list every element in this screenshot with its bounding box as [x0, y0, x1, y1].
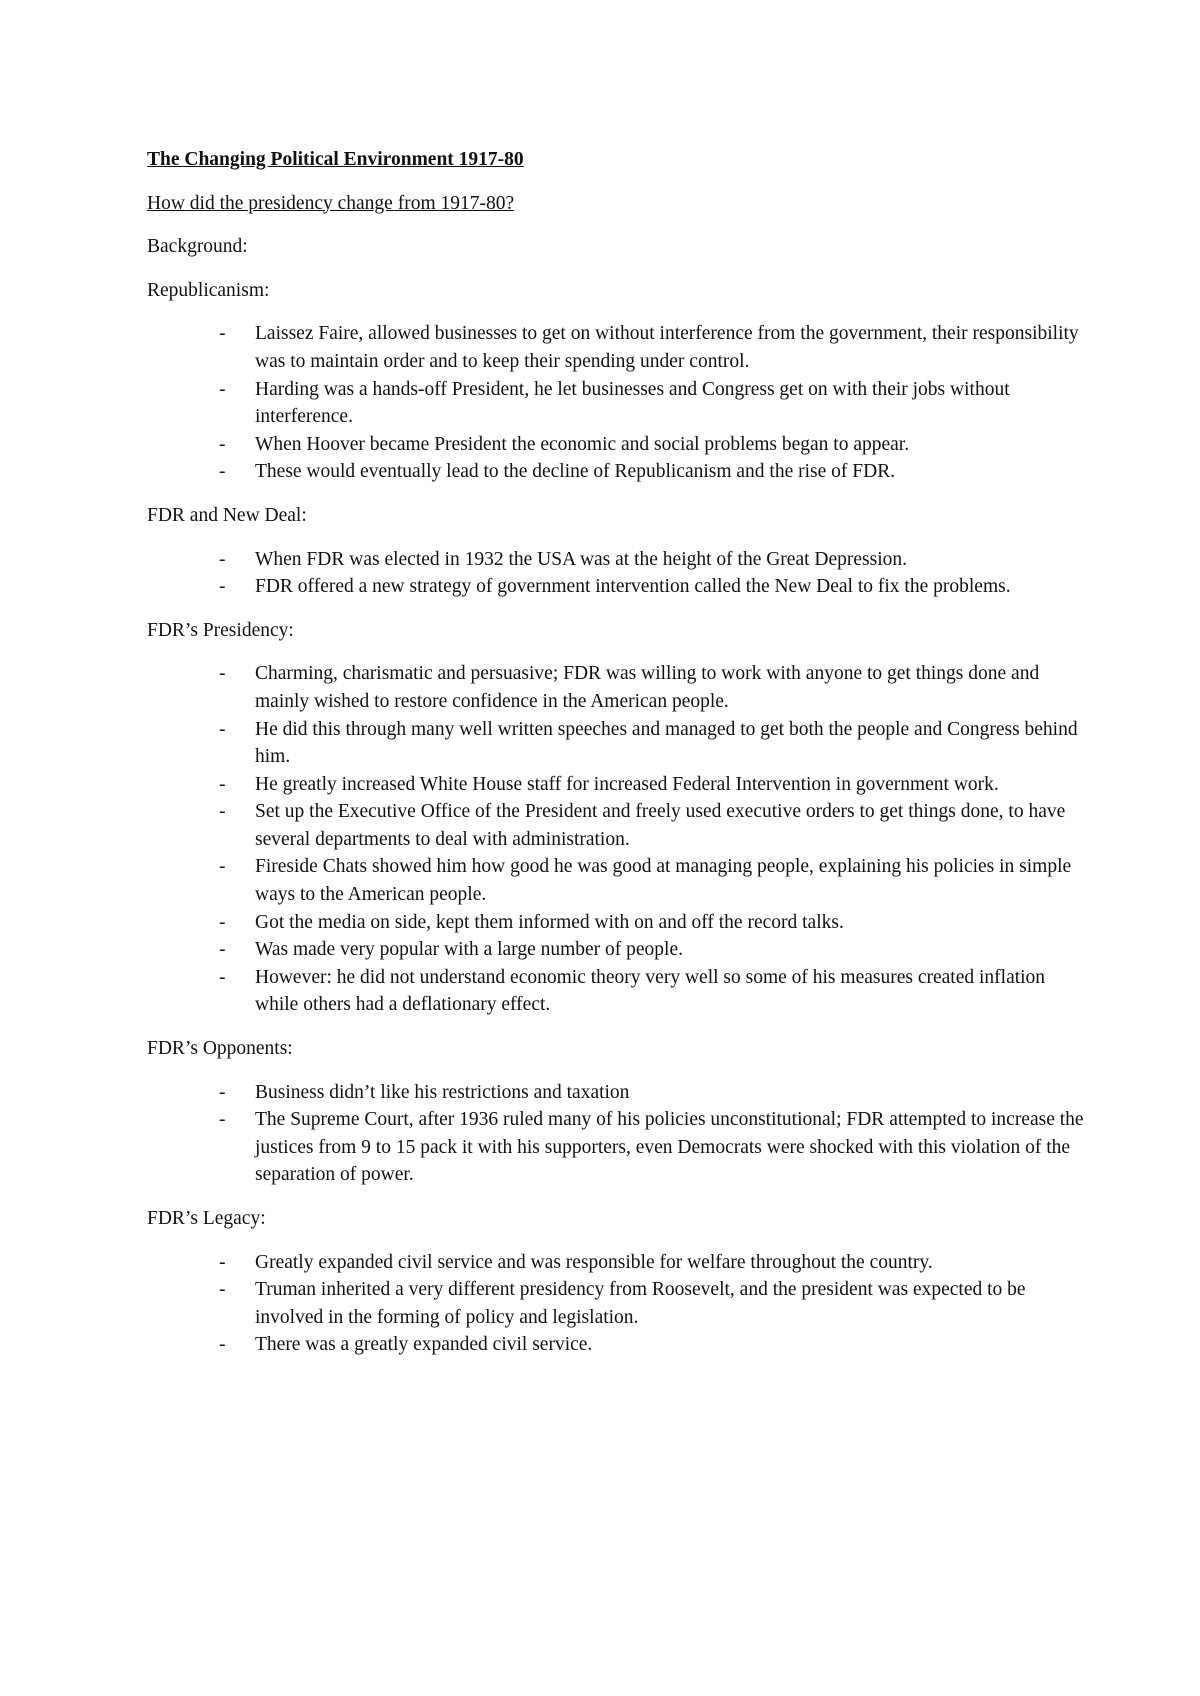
bullet-text: When Hoover became President the economic and social problems began to appear. [255, 433, 910, 455]
bullet-text: Business didn’t like his restrictions and taxation [255, 1081, 630, 1103]
bullet-item [147, 458, 1087, 486]
bullet-item [147, 573, 1087, 601]
bullet-item [147, 1331, 1087, 1359]
bullet-text: Got the media on side, kept them informed with on and off the record talks. [255, 911, 844, 933]
bullet-dash: - [219, 576, 226, 598]
bullet-dash: - [219, 939, 226, 961]
bullet-dash: - [219, 663, 226, 685]
bullet-item [147, 1079, 1087, 1107]
bullet-item [147, 431, 1087, 459]
section-heading: FDR’s Presidency: [147, 619, 294, 641]
bullet-text: Set up the Executive Office of the President and freely used executive orders to get things done, to have several departments to deal with administration. [255, 801, 1066, 850]
bullet-text: Truman inherited a very different presidency from Roosevelt, and the president was expected to be involved in the forming of policy and legislation. [255, 1279, 1026, 1328]
bullet-text: When FDR was elected in 1932 the USA was at the height of the Great Depression. [255, 548, 908, 570]
bullet-text: The Supreme Court, after 1936 ruled many of his policies unconstitutional; FDR attempted to increase the justices from 9 to 15 pack it with his supporters, even Democrats were shocked with this violation of the separation of power. [255, 1109, 1084, 1186]
bullet-text: He did this through many well written speeches and managed to get both the people and Congress behind him. [255, 718, 1078, 768]
bullet-item [147, 546, 1087, 574]
bullet-item [147, 660, 1087, 715]
bullet-item [147, 1249, 1087, 1277]
bullet-item [147, 1276, 1087, 1331]
section-heading: FDR and New Deal: [147, 504, 307, 526]
bullet-dash: - [219, 773, 226, 795]
bullet-text: Was made very popular with a large number of people. [255, 939, 684, 961]
section-heading: Republicanism: [147, 279, 270, 301]
bullet-text: There was a greatly expanded civil service. [255, 1334, 593, 1356]
document-title: The Changing Political Environment 1917-80 [147, 149, 524, 170]
bullet-dash: - [219, 718, 226, 740]
bullet-item [147, 798, 1087, 853]
document-page [147, 146, 1087, 1375]
background-heading: Background: [147, 236, 248, 258]
bullet-dash: - [219, 1279, 226, 1301]
bullet-list [147, 1249, 1087, 1359]
bullet-dash: - [219, 1109, 226, 1131]
bullet-item [147, 936, 1087, 964]
bullet-dash: - [219, 323, 226, 345]
bullet-text: He greatly increased White House staff for increased Federal Intervention in government work. [255, 773, 999, 795]
bullet-list [147, 1079, 1087, 1189]
section-heading: FDR’s Opponents: [147, 1038, 293, 1060]
section-heading: FDR’s Legacy: [147, 1208, 266, 1229]
sections-container [147, 277, 1087, 1359]
bullet-text: Charming, charismatic and persuasive; FDR was willing to work with anyone to get things done and mainly wished to restore confidence in the American people. [255, 663, 1040, 712]
bullet-list [147, 660, 1087, 1019]
bullet-list [147, 546, 1087, 601]
bullet-item [147, 376, 1087, 431]
bullet-dash: - [219, 856, 226, 878]
bullet-dash: - [219, 1251, 226, 1273]
bullet-text: Greatly expanded civil service and was responsible for welfare throughout the country. [255, 1251, 933, 1273]
bullet-dash: - [219, 461, 226, 483]
bullet-text: Harding was a hands-off President, he let businesses and Congress get on with their jobs without interference. [255, 378, 1010, 428]
bullet-item [147, 909, 1087, 937]
bullet-dash: - [219, 1334, 226, 1356]
bullet-dash: - [219, 911, 226, 933]
bullet-dash: - [219, 966, 226, 988]
document-subtitle: How did the presidency change from 1917-80? [147, 192, 515, 214]
bullet-item [147, 320, 1087, 375]
bullet-item [147, 853, 1087, 908]
bullet-item [147, 964, 1087, 1019]
bullet-text: These would eventually lead to the decline of Republicanism and the rise of FDR. [255, 461, 896, 483]
bullet-item [147, 1106, 1087, 1189]
bullet-text: Fireside Chats showed him how good he was good at managing people, explaining his policies in simple ways to the American people. [255, 856, 1072, 906]
bullet-dash: - [219, 801, 226, 823]
bullet-text: However: he did not understand economic theory very well so some of his measures created inflation while others had a deflationary effect. [255, 966, 1046, 1016]
bullet-dash: - [219, 378, 226, 400]
bullet-item [147, 716, 1087, 771]
bullet-text: Laissez Faire, allowed businesses to get on without interference from the government, their responsibility was to maintain order and to keep their spending under control. [255, 323, 1079, 372]
bullet-item [147, 771, 1087, 799]
bullet-dash: - [219, 1081, 226, 1103]
bullet-dash: - [219, 548, 226, 570]
bullet-dash: - [219, 433, 226, 455]
bullet-text: FDR offered a new strategy of government intervention called the New Deal to fix the problems. [255, 576, 1011, 598]
bullet-list [147, 320, 1087, 486]
